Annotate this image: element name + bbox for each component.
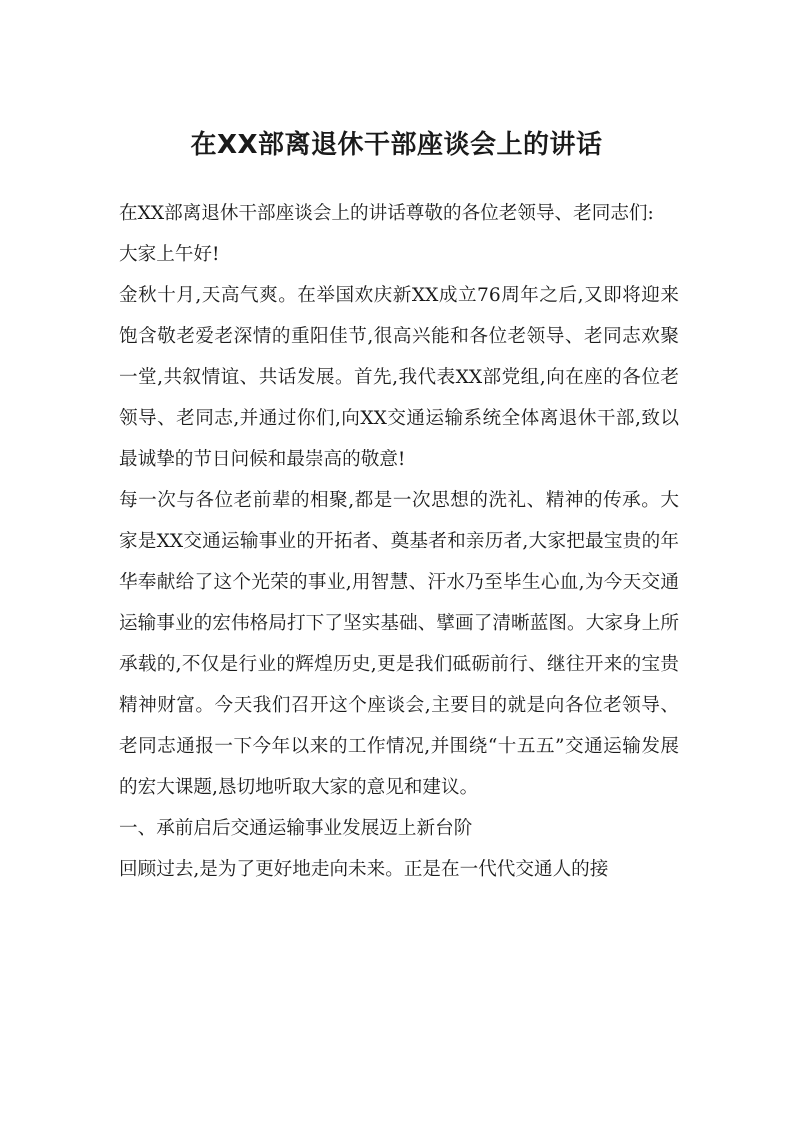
opening-paragraph: 金秋十月,天高气爽。在举国欢庆新XX成立76周年之后,又即将迎来饱含敬老爱老深情的重阳佳节,很高兴能和各位老领导、老同志欢聚一堂,共叙情谊、共话发展。首先,我代表XX部党组,向在座的各位老领导、老同志,并通过你们,向XX交通运输系统全体离退休干部,致以最诚挚的节日问候和最崇高的敬意! (119, 285, 679, 470)
review-paragraph: 回顾过去,是为了更好地走向未来。正是在一代代交通人的接 (119, 859, 609, 880)
document-body (119, 193, 679, 890)
greeting-paragraph: 大家上午好! (119, 244, 220, 265)
document-title: 在XX部离退休干部座谈会上的讲话 (190, 130, 603, 160)
salutation-paragraph: 在XX部离退休干部座谈会上的讲话尊敬的各位老领导、老同志们: (119, 203, 654, 224)
section-heading: 一、承前启后交通运输事业发展迈上新台阶 (119, 818, 473, 839)
tribute-paragraph: 每一次与各位老前辈的相聚,都是一次思想的洗礼、精神的传承。大家是XX交通运输事业的开拓者、奠基者和亲历者,大家把最宝贵的年华奉献给了这个光荣的事业,用智慧、汗水乃至毕生心血,为今天交通运输事业的宏伟格局打下了坚实基础、擘画了清晰蓝图。大家身上所承载的,不仅是行业的辉煌历史,更是我们砥砺前行、继往开来的宝贵精神财富。今天我们召开这个座谈会,主要目的就是向各位老领导、老同志通报一下今年以来的工作情况,并围绕“十五五”交通运输发展的宏大课题,恳切地听取大家的意见和建议。 (119, 490, 679, 798)
